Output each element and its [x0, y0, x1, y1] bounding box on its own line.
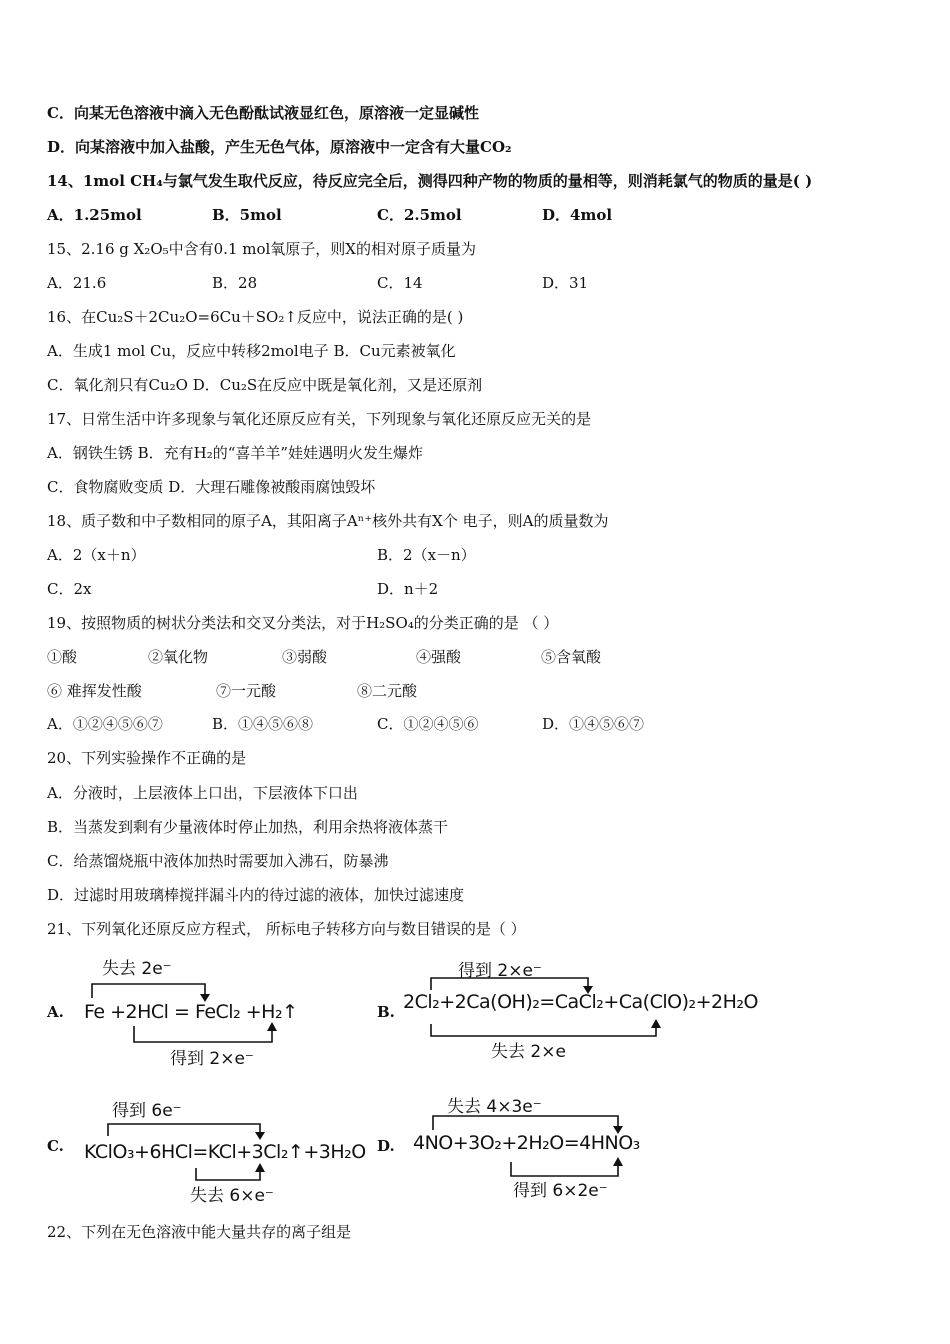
q14-option-a: A．1.25mol: [47, 206, 142, 224]
q19-item: ③弱酸: [282, 648, 328, 666]
q16-options-line2: C．氧化剂只有Cu₂O D．Cu₂S在反应中既是氧化剂，又是还原剂: [47, 376, 483, 394]
q20-option-b: B．当蒸发到剩有少量液体时停止加热，利用余热将液体蒸干: [47, 818, 449, 836]
q20-option-d: D．过滤时用玻璃棒搅拌漏斗内的待过滤的液体，加快过滤速度: [47, 886, 465, 904]
equation-text: Fe +2HCl = FeCl₂ +H₂↑: [84, 1001, 298, 1023]
q18-option-c: C．2x: [47, 580, 92, 598]
q19-item: ⑧二元酸: [357, 682, 418, 700]
electron-label-top: 失去 2e⁻: [102, 959, 172, 979]
q18-option-a: A．2（x＋n）: [47, 546, 146, 564]
q22-stem: 22、下列在无色溶液中能大量共存的离子组是: [47, 1223, 352, 1241]
q16-options-line1: A．生成1 mol Cu，反应中转移2mol电子 B．Cu元素被氧化: [47, 342, 456, 360]
q20-option-a: A．分液时，上层液体上口出，下层液体下口出: [47, 784, 358, 802]
equation-text: KClO₃+6HCl=KCl+3Cl₂↑+3H₂O: [84, 1141, 366, 1163]
q13-option-c: C．向某无色溶液中滴入无色酚酞试液显红色，原溶液一定显碱性: [47, 104, 479, 122]
q21-option-c-letter: C.: [47, 1137, 64, 1155]
q13-option-d: D．向某溶液中加入盐酸，产生无色气体，原溶液中一定含有大量CO₂: [47, 138, 512, 156]
q21-equation-a: [84, 950, 344, 1070]
q15-stem: 15、2.16 g X₂O₅中含有0.1 mol氧原子，则X的相对原子质量为: [47, 240, 476, 258]
q17-options-line2: C．食物腐败变质 D．大理石雕像被酸雨腐蚀毁坏: [47, 478, 376, 496]
q19-item: ⑦一元酸: [216, 682, 277, 700]
q14-option-c: C．2.5mol: [377, 206, 462, 224]
q15-option-a: A．21.6: [47, 274, 107, 292]
electron-label-top: 得到 6e⁻: [112, 1101, 182, 1121]
q18-stem: 18、质子数和中子数相同的原子A，其阳离子Aⁿ⁺核外共有X个 电子，则A的质量数为: [47, 512, 609, 530]
q19-item: ⑥ 难挥发性酸: [47, 682, 142, 700]
q19-item: ①酸: [47, 648, 78, 666]
q19-option-c: C．①②④⑤⑥: [377, 715, 479, 733]
electron-label-bottom: 失去 2×e: [491, 1042, 566, 1062]
q21-equation-d: [413, 1088, 693, 1208]
q17-stem: 17、日常生活中许多现象与氧化还原反应有关，下列现象与氧化还原反应无关的是: [47, 410, 592, 428]
q14-stem: 14、1mol CH₄与氯气发生取代反应，待反应完全后，测得四种产物的物质的量相等，则消耗氯气的物质的量是( ): [47, 172, 813, 190]
q19-item: ②氧化物: [148, 648, 209, 666]
q15-option-c: C．14: [377, 274, 423, 292]
electron-label-top: 失去 4×3e⁻: [447, 1097, 542, 1117]
q20-stem: 20、下列实验操作不正确的是: [47, 749, 247, 767]
q18-option-d: D．n＋2: [377, 580, 439, 598]
q19-option-b: B．①④⑤⑥⑧: [212, 715, 314, 733]
q21-option-b-letter: B.: [377, 1003, 395, 1021]
q21-equation-c: [84, 1088, 374, 1208]
electron-label-top: 得到 2×e⁻: [458, 961, 542, 981]
q14-option-d: D．4mol: [542, 206, 613, 224]
electron-label-bottom: 得到 2×e⁻: [170, 1049, 254, 1069]
q19-option-d: D．①④⑤⑥⑦: [542, 715, 645, 733]
electron-label-bottom: 失去 6×e⁻: [190, 1186, 274, 1206]
q15-option-d: D．31: [542, 274, 589, 292]
q19-stem: 19、按照物质的树状分类法和交叉分类法，对于H₂SO₄的分类正确的是 （ ）: [47, 614, 559, 632]
q14-option-b: B．5mol: [212, 206, 282, 224]
equation-text: 2Cl₂+2Ca(OH)₂=CaCl₂+Ca(ClO)₂+2H₂O: [403, 991, 758, 1013]
q21-option-d-letter: D.: [377, 1137, 395, 1155]
q19-option-a: A．①②④⑤⑥⑦: [47, 715, 163, 733]
q19-item: ⑤含氧酸: [541, 648, 602, 666]
electron-label-bottom: 得到 6×2e⁻: [513, 1181, 608, 1201]
q19-item: ④强酸: [416, 648, 462, 666]
q16-stem: 16、在Cu₂S＋2Cu₂O=6Cu＋SO₂↑反应中，说法正确的是( ): [47, 308, 464, 326]
q21-option-a-letter: A.: [47, 1003, 64, 1021]
q18-option-b: B．2（x－n）: [377, 546, 476, 564]
equation-text: 4NO+3O₂+2H₂O=4HNO₃: [413, 1132, 640, 1154]
q15-option-b: B．28: [212, 274, 258, 292]
q21-equation-b: [403, 950, 773, 1070]
q17-options-line1: A．钢铁生锈 B．充有H₂的“喜羊羊”娃娃遇明火发生爆炸: [47, 444, 424, 462]
q21-stem: 21、下列氧化还原反应方程式， 所标电子转移方向与数目错误的是（ ）: [47, 920, 526, 938]
q20-option-c: C．给蒸馏烧瓶中液体加热时需要加入沸石，防暴沸: [47, 852, 389, 870]
